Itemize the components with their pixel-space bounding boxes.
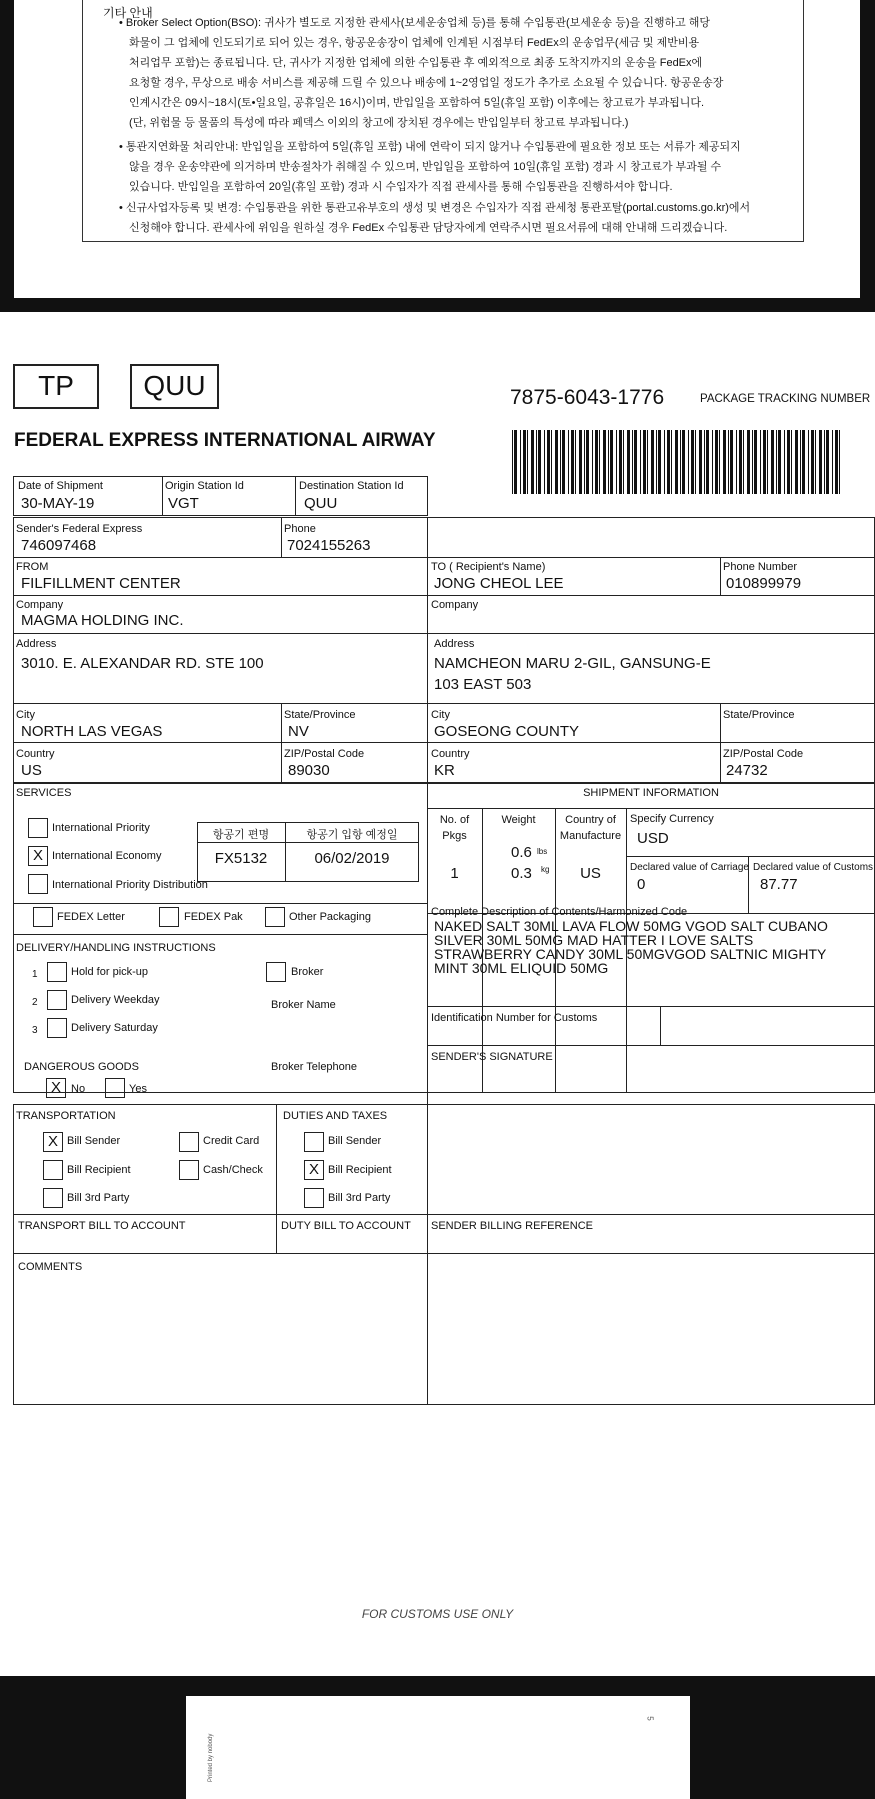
shipment-date: 30-MAY-19 xyxy=(21,495,95,512)
notice-line: 않을 경우 운송약관에 의거하며 반송절차가 취해질 수 있으며, 반입일을 포함하여 10일(휴일 포함) 경과 시 창고료가 부과될 수 xyxy=(129,161,722,173)
hold-for-pickup-label: Hold for pick-up xyxy=(71,966,149,978)
sender-city: NORTH LAS VEGAS xyxy=(21,723,163,740)
recipient-phone: 010899979 xyxy=(726,575,802,592)
broker-label: Broker xyxy=(291,966,324,978)
delivery-saturday-checkbox[interactable] xyxy=(47,1018,67,1038)
origin-station: VGT xyxy=(168,495,199,512)
next-page xyxy=(186,1696,690,1799)
flight-number-label: 항공기 편명 xyxy=(212,829,270,841)
sender-state-label: State/Province xyxy=(284,709,356,721)
notice-item-registration xyxy=(119,198,799,238)
broker-name-label: Broker Name xyxy=(271,999,336,1011)
printed-by-wrapper xyxy=(206,1714,216,1794)
divider xyxy=(427,1045,875,1046)
divider xyxy=(13,903,427,904)
sender-country-label: Country xyxy=(16,748,55,760)
to-label: TO ( Recipient's Name) xyxy=(431,561,546,573)
duties-bill-sender-label: Bill Sender xyxy=(328,1135,382,1147)
barcode-icon xyxy=(510,430,845,494)
services-label: SERVICES xyxy=(16,787,72,799)
delivery-weekday-checkbox[interactable] xyxy=(47,990,67,1010)
international-priority-label: International Priority xyxy=(52,822,150,834)
contents-line: SILVER 30ML 50MG MAD HATTER I LOVE SALTS xyxy=(434,932,754,948)
recipient-city: GOSEONG COUNTY xyxy=(434,723,580,740)
delivery-label: DELIVERY/HANDLING INSTRUCTIONS xyxy=(16,942,216,954)
pkgs-label: Pkgs xyxy=(442,830,467,842)
recipient-address-label: Address xyxy=(434,638,475,650)
origin-label: Origin Station Id xyxy=(165,480,244,492)
contents-description xyxy=(434,919,828,975)
option-number: 2 xyxy=(32,997,38,1008)
international-economy-label: International Economy xyxy=(52,850,162,862)
option-number: 1 xyxy=(32,969,38,980)
from-label: FROM xyxy=(16,561,49,573)
notice-line: (단, 위험물 등 물품의 특성에 따라 페덱스 이외의 창고에 장치된 경우에는 반입일부터 창고료 부과됩니다.) xyxy=(129,117,629,129)
divider xyxy=(281,517,282,557)
currency: USD xyxy=(637,830,669,847)
manufacture-country-label: Manufacture xyxy=(559,830,622,842)
transport-bill-3rd-label: Bill 3rd Party xyxy=(67,1192,130,1204)
notice-box xyxy=(82,0,804,242)
customs-value: 87.77 xyxy=(760,876,798,893)
signature-label: SENDER'S SIGNATURE xyxy=(431,1051,553,1063)
sender-phone-label: Phone xyxy=(284,523,316,535)
billing-reference-label: SENDER BILLING REFERENCE xyxy=(431,1220,593,1232)
international-priority-checkbox[interactable] xyxy=(28,818,48,838)
dangerous-no-label: No xyxy=(71,1083,86,1095)
dangerous-no-checkbox[interactable]: X xyxy=(46,1078,66,1098)
comments-label: COMMENTS xyxy=(18,1261,83,1273)
code-quu: QUU xyxy=(143,370,206,401)
manufacture-country-label: Country of xyxy=(565,814,616,826)
notice-line: 있습니다. 반입일을 포함하여 20일(휴일 포함) 경과 시 수입자가 직접 관세사를 통해 수입통관을 진행하셔야 합니다. xyxy=(129,181,673,193)
sender-country: US xyxy=(21,762,42,779)
duties-bill-sender-checkbox[interactable] xyxy=(304,1132,324,1152)
cash-check-checkbox[interactable] xyxy=(179,1160,199,1180)
option-number: 3 xyxy=(32,1025,38,1036)
customs-value-label: Declared value of Customs xyxy=(753,862,874,873)
weight-kg: 0.3 xyxy=(511,865,532,882)
recipient-company-label: Company xyxy=(431,599,479,611)
divider xyxy=(281,703,282,782)
billing-grid xyxy=(13,1104,875,1405)
notice-line: 처리업무 포함)는 종료됩니다. 단, 귀사가 지정한 업체에 의한 수입통관 후 예외적으로 최종 도착지까지의 운송을 FedEx에 xyxy=(129,57,703,69)
contents-line: STRAWBERRY CANDY 30ML 50MGVGOD SALTNIC MIGHTY xyxy=(434,946,827,962)
transportation-label: TRANSPORTATION xyxy=(16,1110,116,1122)
notice-line: • 통관지연화물 처리안내: 반입일을 포함하여 5일(휴일 포함) 내에 연락이 되지 않거나 수입통관에 필요한 정보 또는 서류가 제공되지 xyxy=(119,141,741,153)
recipient-zip-label: ZIP/Postal Code xyxy=(723,748,804,760)
transport-bill-sender-label: Bill Sender xyxy=(67,1135,121,1147)
code-tp: TP xyxy=(38,370,74,401)
divider xyxy=(720,703,721,782)
duties-bill-3rd-checkbox[interactable] xyxy=(304,1188,324,1208)
divider xyxy=(276,1214,277,1253)
lbs-unit: lbs xyxy=(537,847,548,856)
carriage-value-label: Declared value of Carriage xyxy=(630,862,749,873)
sender-state: NV xyxy=(288,723,309,740)
sender-phone: 7024155263 xyxy=(287,537,371,554)
sender-address: 3010. E. ALEXANDAR RD. STE 100 xyxy=(21,655,264,672)
divider xyxy=(13,633,875,634)
weight-label: Weight xyxy=(501,814,536,826)
divider xyxy=(13,1214,875,1215)
destination-label: Destination Station Id xyxy=(299,480,404,492)
broker-telephone-label: Broker Telephone xyxy=(271,1061,358,1073)
delivery-weekday-label: Delivery Weekday xyxy=(71,994,160,1006)
shipment-info-label: SHIPMENT INFORMATION xyxy=(583,787,719,799)
notice-line: 신청해야 합니다. 관세사에 위임을 원하실 경우 FedEx 수입통관 담당자에게 연락주시면 필요서류에 대해 안내해 드리겠습니다. xyxy=(129,222,728,234)
transport-bill-recipient-checkbox[interactable] xyxy=(43,1160,63,1180)
recipient-zip: 24732 xyxy=(726,762,768,779)
fedex-letter-checkbox[interactable] xyxy=(33,907,53,927)
notice-line: 요청할 경우, 무상으로 배송 서비스를 제공해 드릴 수 있으나 배송에 1~2영업일 정도가 추가로 소요될 수 있습니다. 항공운송장 xyxy=(129,77,724,89)
other-packaging-checkbox[interactable] xyxy=(265,907,285,927)
notice-line: 화물이 그 업체에 인도되기로 되어 있는 경우, 항공운송장이 업체에 인계된 시점부터 FedEx의 운송업무(세금 및 제반비용 xyxy=(129,37,700,49)
pkgs-label: No. of xyxy=(439,814,470,826)
credit-card-label: Credit Card xyxy=(203,1135,260,1147)
divider xyxy=(295,476,296,516)
manufacture-country: US xyxy=(580,865,601,882)
divider xyxy=(13,742,875,743)
recipient-country-label: Country xyxy=(431,748,470,760)
sender-address-label: Address xyxy=(16,638,57,650)
broker-checkbox[interactable] xyxy=(266,962,286,982)
recipient-city-label: City xyxy=(431,709,450,721)
divider xyxy=(720,557,721,595)
weight-lbs: 0.6 xyxy=(511,844,532,861)
contents-line: MINT 30ML ELIQUID 50MG xyxy=(434,960,609,976)
divider xyxy=(13,934,427,935)
divider xyxy=(427,808,875,809)
date-label: Date of Shipment xyxy=(18,480,103,492)
fedex-letter-label: FEDEX Letter xyxy=(57,911,125,923)
divider xyxy=(13,782,875,784)
cash-check-label: Cash/Check xyxy=(203,1164,263,1176)
hold-for-pickup-checkbox[interactable] xyxy=(47,962,67,982)
fedex-pak-label: FEDEX Pak xyxy=(184,911,243,923)
divider xyxy=(197,842,419,843)
duties-bill-recipient-label: Bill Recipient xyxy=(328,1164,392,1176)
sender-company: MAGMA HOLDING INC. xyxy=(21,612,184,629)
divider xyxy=(13,703,875,704)
airway-bill-page xyxy=(0,312,875,1676)
customs-id-label: Identification Number for Customs xyxy=(431,1012,598,1024)
recipient-phone-label: Phone Number xyxy=(723,561,797,573)
divider xyxy=(162,476,163,516)
contents-label: Complete Description of Contents/Harmonized Code xyxy=(431,906,688,918)
duties-bill-3rd-label: Bill 3rd Party xyxy=(328,1192,391,1204)
recipient-state-label: State/Province xyxy=(723,709,795,721)
divider xyxy=(13,1253,875,1254)
transport-bill-sender-checkbox[interactable]: X xyxy=(43,1132,63,1152)
dangerous-yes-label: Yes xyxy=(129,1083,147,1095)
sender-zip: 89030 xyxy=(288,762,330,779)
currency-label: Specify Currency xyxy=(630,813,714,825)
page-number: 5 xyxy=(645,1716,655,1721)
notice-item-delay xyxy=(119,137,799,197)
customs-use-footer: FOR CUSTOMS USE ONLY xyxy=(361,1607,514,1621)
pkgs-count: 1 xyxy=(450,865,459,882)
transport-bill-3rd-checkbox[interactable] xyxy=(43,1188,63,1208)
international-economy-checkbox[interactable]: X xyxy=(28,846,48,866)
carriage-value: 0 xyxy=(637,876,646,893)
notice-item-bso xyxy=(119,13,799,133)
priority-distribution-checkbox[interactable] xyxy=(28,874,48,894)
fedex-pak-checkbox[interactable] xyxy=(159,907,179,927)
notice-title: 기타 안내 xyxy=(103,6,153,20)
recipient-name: JONG CHEOL LEE xyxy=(434,575,564,592)
other-packaging-label: Other Packaging xyxy=(289,911,371,923)
priority-distribution-label: International Priority Distribution xyxy=(52,879,208,891)
credit-card-checkbox[interactable] xyxy=(179,1132,199,1152)
printed-by-text: Printed by nobody xyxy=(208,1733,214,1782)
duties-label: DUTIES AND TAXES xyxy=(283,1110,388,1122)
sender-city-label: City xyxy=(16,709,35,721)
arrival-date-label: 항공기 입항 예정일 xyxy=(306,829,398,841)
delivery-saturday-label: Delivery Saturday xyxy=(71,1022,158,1034)
sender-fedex-label: Sender's Federal Express xyxy=(16,523,143,535)
dangerous-yes-checkbox[interactable] xyxy=(105,1078,125,1098)
notice-line: • Broker Select Option(BSO): 귀사가 별도로 지정한 관세사(보세운송업체 등)를 통해 수입통관(보세운송 등)을 진행하고 해당 xyxy=(119,17,711,29)
dangerous-goods-label: DANGEROUS GOODS xyxy=(24,1061,139,1073)
code-box-quu xyxy=(130,364,219,409)
form-title: FEDERAL EXPRESS INTERNATIONAL AIRWAY xyxy=(14,430,436,451)
divider xyxy=(13,595,875,596)
recipient-address-line2: 103 EAST 503 xyxy=(434,676,532,693)
recipient-address-line1: NAMCHEON MARU 2-GIL, GANSUNG-E xyxy=(434,655,711,672)
divider xyxy=(626,856,875,857)
kg-unit: kg xyxy=(541,865,550,874)
tracking-number: 7875-6043-1776 xyxy=(510,386,665,409)
notice-line: • 신규사업자등록 및 변경: 수입통관을 위한 통관고유부호의 생성 및 변경은 수입자가 직접 관세청 통관포탈(portal.customs.go.kr)에서 xyxy=(119,202,751,214)
divider xyxy=(13,557,875,558)
contents-line: NAKED SALT 30ML LAVA FLOW 50MG VGOD SALT CUBANO xyxy=(434,918,828,934)
sender-company-label: Company xyxy=(16,599,64,611)
notice-line: 인계시간은 09시~18시(토•일요일, 공휴일은 16시)이며, 반입일을 포함하여 5일(휴일 포함) 이후에는 창고료가 부과됩니다. xyxy=(129,97,705,109)
transport-account-label: TRANSPORT BILL TO ACCOUNT xyxy=(18,1220,186,1232)
divider xyxy=(427,1006,875,1007)
sender-name: FILFILLMENT CENTER xyxy=(21,575,181,592)
sender-zip-label: ZIP/Postal Code xyxy=(284,748,365,760)
sender-fedex-number: 746097468 xyxy=(21,537,97,554)
recipient-country: KR xyxy=(434,762,455,779)
duty-account-label: DUTY BILL TO ACCOUNT xyxy=(281,1220,411,1232)
code-box-tp xyxy=(13,364,99,409)
transport-bill-recipient-label: Bill Recipient xyxy=(67,1164,131,1176)
flight-number: FX5132 xyxy=(214,850,268,867)
destination-station: QUU xyxy=(304,495,338,512)
tracking-label: PACKAGE TRACKING NUMBER xyxy=(700,393,871,405)
duties-bill-recipient-checkbox[interactable]: X xyxy=(304,1160,324,1180)
divider xyxy=(660,1006,661,1045)
arrival-date: 06/02/2019 xyxy=(314,850,390,867)
